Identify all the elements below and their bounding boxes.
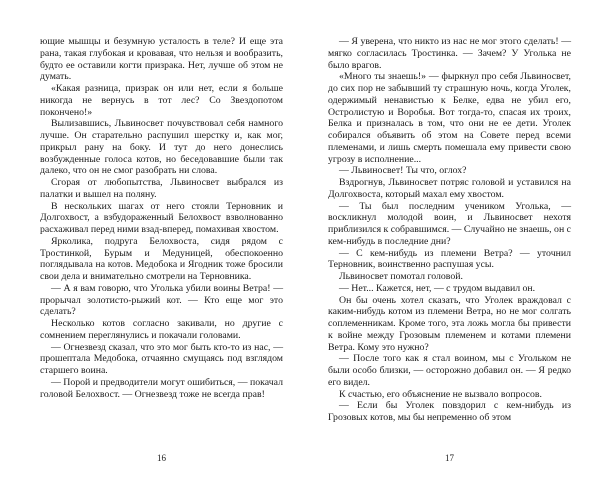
paragraph: К счастью, его объяснение не вызвало вопросов.	[339, 388, 542, 400]
paragraph: «Много ты знаешь!» — фыркнул про себя Львиносвет, до сих пор не забывший ту страшную ночь, когда Уголек, одержимый ненавистью к Белке, едва не убил его, Остролистую и Воробья. Вот тогда-то, спасая их троих, Белка и призналась в том, что они не ее дети. Уголек собирался объявить об этом на Совете перед всеми племенами, и лишь смерть помешала ему привести свою угрозу в исполнение...	[328, 71, 571, 165]
paragraph: Львиносвет помотал головой.	[339, 271, 463, 282]
paragraph: — А я вам говорю, что Уголька убили воины Ветра! — прорычал золотисто-рыжий кот. — Кто еще мог это сделать?	[40, 282, 283, 318]
paragraph: Вылизавшись, Львиносвет почувствовал себя намного лучше. Он старательно распушил шерстку и, как мог, прикрыл рану на боку. И тут до него донеслись возбужденные голоса котов, но беседовавшие были так далеко, что он не смог разобрать ни слова.	[40, 118, 283, 177]
paragraph: — Нет... Кажется, нет, — с трудом выдавил он.	[339, 282, 536, 294]
paragraph: Несколько котов согласно закивали, но другие с сомнением переглянулись и покачали головами.	[40, 318, 283, 341]
left-page-text	[40, 36, 283, 400]
paragraph: — После того как я стал воином, мы с Угольком не были особо близки, — осторожно добавил он. — Я редко его видел.	[328, 353, 571, 388]
paragraph: — Огнезвезд сказал, что это мог быть кто-то из нас, — прошептала Медобока, отчаянно смущаясь под взглядом старшего воина.	[40, 341, 283, 376]
paragraph: В нескольких шагах от него стояли Терновник и Долгохвост, а взбудораженный Белохвост взволнованно расхаживал перед ними взад-вперед, помахивая хвостом.	[40, 200, 283, 235]
paragraph: Ярколика, подруга Белохвоста, сидя рядом с Тростинкой, Бурым и Медуницей, обеспокоенно поглядывала на котов. Медобока и Ягодник тоже бросили свои дела и внимательно смотрели на Терновника.	[40, 235, 283, 282]
page-number-right: 17	[445, 453, 454, 463]
right-page-text	[328, 36, 571, 424]
paragraph: — Ты был последним учеником Уголька, — воскликнул молодой воин, и Львиносвет нехотя приблизился к собравшимся. — Случайно не знаешь, он с кем-нибудь в последние дни?	[328, 200, 571, 247]
paragraph: — С кем-нибудь из племени Ветра? — уточнил Терновник, воинственно распушая усы.	[328, 247, 571, 271]
paragraph: «Какая разница, призрак он или нет, если я больше никогда не вернусь в тот лес? Со Звездопотом покончено!»	[40, 83, 283, 118]
right-page	[328, 36, 571, 424]
paragraph: Он бы очень хотел сказать, что Уголек враждовал с каким-нибудь котом из племени Ветра, но не мог солгать соплеменникам. Кроме того, эта ложь могла бы привести к войне между Грозовым племенем и котами племени Ветра. Кому это нужно?	[328, 294, 571, 353]
paragraph: — Если бы Уголек повздорил с кем-нибудь из Грозовых котов, мы бы непременно об этом	[328, 400, 571, 423]
paragraph: Сгорая от любопытства, Львиносвет выбрался из палатки и вышел на поляну.	[40, 177, 283, 200]
left-page	[40, 36, 283, 400]
paragraph: — Львиносвет! Ты что, оглох?	[339, 165, 467, 177]
paragraph: — Порой и предводители могут ошибиться, — покачал головой Белохвост. — Огнезвезд тоже не всегда прав!	[40, 376, 283, 400]
paragraph: ющие мышцы и безумную усталость в теле? И еще эта рана, такая глубокая и кровавая, что нельзя и вообразить, будто ее оставили когти призрака. Нет, лучше об этом не думать.	[40, 36, 283, 83]
paragraph: Вздрогнув, Львиносвет потряс головой и уставился на Долгохвоста, который махал ему хвостом.	[328, 177, 571, 200]
paragraph: — Я уверена, что никто из нас не мог этого сделать! — мягко согласилась Тростинка. — Зачем? У Уголька не было врагов.	[328, 36, 571, 71]
page-number-left: 16	[157, 453, 166, 463]
